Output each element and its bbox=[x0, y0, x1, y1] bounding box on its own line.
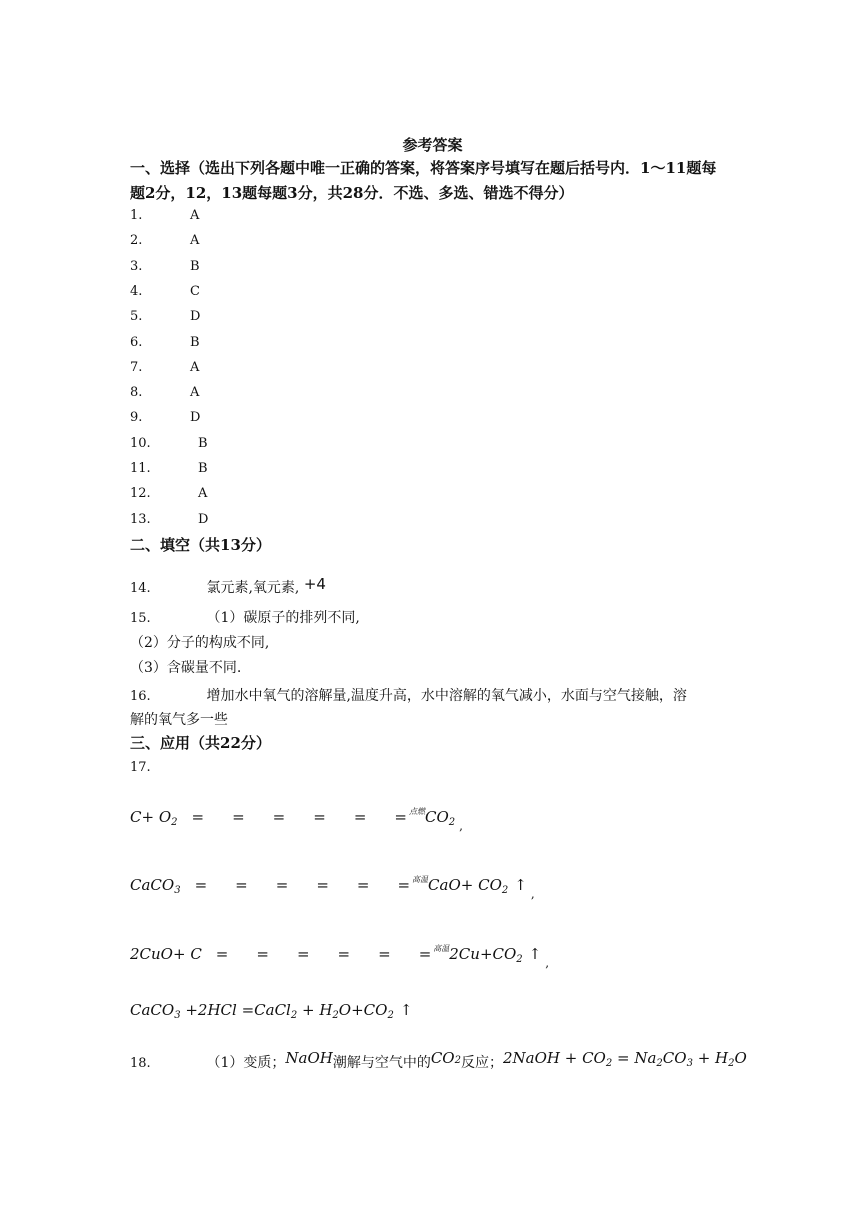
answer-value: C bbox=[190, 283, 200, 299]
eq-sign: = bbox=[353, 808, 367, 826]
answer-row bbox=[130, 383, 199, 403]
f4-part3: + H bbox=[297, 1001, 333, 1019]
q16-text1: 增加水中氧气的溶解量,温度升高，水中溶解的氧气减小，水面与空气接触，溶 bbox=[206, 688, 687, 704]
formula-limestone-decomposition bbox=[130, 874, 535, 901]
answer-value: B bbox=[198, 461, 208, 476]
answer-row bbox=[130, 231, 199, 251]
q18-eq-part1: 2NaOH + CO bbox=[502, 1049, 606, 1067]
answer-row bbox=[130, 206, 199, 226]
answer-number: 1. bbox=[130, 208, 143, 223]
answer-value: A bbox=[190, 359, 200, 375]
f4-part2: +2HCl =CaCl bbox=[180, 1001, 291, 1019]
q18-eq-part4: + H bbox=[692, 1049, 729, 1067]
q16-number: 16. bbox=[130, 689, 151, 704]
f4-sub4: 2 bbox=[387, 1010, 394, 1021]
answer-number: 2. bbox=[130, 233, 143, 249]
answer-value: A bbox=[190, 208, 200, 223]
section1-heading-line2: 题2分，12，13题每题3分，共28分．不选、多选、错选不得分） bbox=[130, 184, 574, 202]
q14-valence: +4 bbox=[303, 575, 326, 593]
eq-sign: = bbox=[296, 945, 310, 963]
answer-row bbox=[130, 307, 200, 327]
eq-sign: = bbox=[316, 876, 329, 894]
section1-heading-line1: 一、选择（选出下列各题中唯一正确的答案，将答案序号填写在题后括号内．1～11题每 bbox=[130, 159, 717, 177]
answer-row bbox=[130, 333, 200, 353]
answer-value: D bbox=[198, 511, 209, 527]
q18-part-e: 反应； bbox=[460, 1055, 503, 1071]
f3-rhs-sub: 2 bbox=[516, 954, 523, 965]
q18-eq-sub4: 2 bbox=[728, 1058, 735, 1069]
f1-rhs: CO bbox=[424, 808, 449, 826]
answer-value: B bbox=[190, 258, 200, 274]
q15-part2: （2）分子的构成不同, bbox=[130, 635, 270, 651]
eq-sign: = bbox=[418, 945, 432, 963]
f2-lhs: CaCO bbox=[130, 876, 175, 894]
eq-sign: = bbox=[275, 876, 289, 894]
eq-sign: = bbox=[313, 808, 326, 826]
eq-sign: = bbox=[356, 876, 370, 894]
answer-value: D bbox=[190, 309, 201, 325]
answer-number: 13. bbox=[130, 511, 151, 527]
eq-sign: = bbox=[337, 945, 351, 963]
answer-number: 4. bbox=[130, 283, 143, 299]
q14-text: 氯元素,氧元素, bbox=[206, 580, 300, 596]
eq-sign: = bbox=[394, 808, 407, 826]
answer-row bbox=[130, 484, 207, 504]
eq-sign: = bbox=[378, 945, 391, 963]
f3-condition: 高温 bbox=[433, 944, 450, 953]
gas-arrow-icon: ↑ bbox=[514, 876, 527, 894]
section3-heading: 三、应用（共22分） bbox=[130, 734, 271, 752]
answer-row bbox=[130, 459, 208, 479]
f4-sub1: 3 bbox=[174, 1010, 181, 1021]
eq-sign: = bbox=[191, 808, 205, 826]
eq-sign: = bbox=[397, 876, 411, 894]
page-title: 参考答案 bbox=[402, 136, 463, 154]
gas-arrow-icon: ↑ bbox=[528, 945, 542, 963]
answer-number: 8. bbox=[130, 385, 143, 401]
q18-line bbox=[130, 1046, 750, 1076]
section2-heading: 二、填空（共13分） bbox=[130, 536, 271, 554]
f4-sub3: 2 bbox=[332, 1010, 339, 1021]
f2-condition: 高温 bbox=[412, 875, 429, 884]
gas-arrow-icon: ↑ bbox=[399, 1001, 413, 1019]
f4-part1: CaCO bbox=[130, 1001, 175, 1019]
f3-tail: , bbox=[545, 956, 550, 970]
q16-line1 bbox=[130, 684, 730, 709]
f1-rhs-sub: 2 bbox=[448, 817, 456, 828]
q18-co2-sub: 2 bbox=[454, 1055, 461, 1066]
f2-tail: , bbox=[530, 887, 535, 901]
eq-sign: = bbox=[256, 945, 269, 963]
q15-part3: （3）含碳量不同. bbox=[130, 660, 242, 676]
f2-lhs-sub: 3 bbox=[174, 885, 181, 896]
q18-naoh: NaOH bbox=[285, 1049, 333, 1067]
answer-number: 3. bbox=[130, 258, 143, 274]
answer-value: A bbox=[190, 385, 200, 401]
q15-part1: （1）碳原子的排列不同, bbox=[206, 610, 360, 626]
f1-lhs-sub: 2 bbox=[171, 817, 178, 828]
f4-part4: O+CO bbox=[338, 1001, 388, 1019]
q15-line1 bbox=[130, 606, 730, 631]
eq-sign: = bbox=[194, 876, 208, 894]
q16-text2: 解的氧气多一些 bbox=[130, 712, 228, 728]
f3-rhs: 2Cu+CO bbox=[449, 945, 517, 963]
answer-row bbox=[130, 358, 199, 378]
answer-value: B bbox=[190, 334, 200, 350]
answer-row bbox=[130, 510, 208, 530]
q18-co2-text: CO bbox=[430, 1049, 455, 1067]
q18-eq-sub2: 2 bbox=[656, 1058, 663, 1069]
f2-rhs-sub: 2 bbox=[501, 885, 509, 896]
answer-value: B bbox=[198, 435, 208, 451]
q18-eq-sub3: 3 bbox=[686, 1058, 693, 1069]
f3-lhs: 2CuO+ C bbox=[130, 945, 202, 963]
q18-eq-sub1: 2 bbox=[605, 1058, 613, 1069]
q18-number: 18. bbox=[130, 1056, 151, 1071]
answer-value: A bbox=[190, 233, 200, 249]
f1-tail: , bbox=[459, 819, 463, 833]
answer-row bbox=[130, 257, 200, 277]
q15-number: 15. bbox=[130, 611, 151, 626]
f4-sub2: 2 bbox=[290, 1010, 298, 1021]
answer-number: 11. bbox=[130, 461, 151, 476]
eq-sign: = bbox=[232, 808, 245, 826]
answer-value: D bbox=[190, 410, 201, 426]
answer-row bbox=[130, 434, 208, 454]
q17-number: 17. bbox=[130, 760, 151, 775]
q18-part-a: （1）变质； bbox=[206, 1055, 286, 1071]
f1-lhs: C+ O bbox=[130, 808, 172, 826]
answer-row bbox=[130, 408, 200, 428]
q18-eq-part2: = Na bbox=[612, 1049, 657, 1067]
answer-number: 10. bbox=[130, 435, 151, 451]
q18-co2 bbox=[431, 1049, 461, 1067]
formula-carbon-combustion bbox=[130, 806, 463, 833]
q18-part-c: 潮解与空气中的 bbox=[332, 1055, 431, 1071]
answer-number: 6. bbox=[130, 334, 143, 350]
q14-number: 14. bbox=[130, 581, 151, 596]
formula-copper-reduction bbox=[130, 943, 549, 970]
q14-line bbox=[130, 572, 730, 601]
answer-number: 12. bbox=[130, 486, 151, 502]
f2-rhs: CaO+ CO bbox=[428, 876, 502, 894]
q18-eq-part5: O bbox=[734, 1049, 747, 1067]
formula-limestone-acid bbox=[130, 1001, 412, 1021]
q18-equation bbox=[503, 1049, 747, 1067]
eq-sign: = bbox=[235, 876, 248, 894]
answer-value: A bbox=[198, 486, 208, 502]
q18-eq-part3: CO bbox=[662, 1049, 687, 1067]
answer-row bbox=[130, 282, 200, 302]
eq-sign: = bbox=[215, 945, 229, 963]
f1-condition: 点燃 bbox=[408, 807, 425, 816]
section1-heading bbox=[130, 156, 740, 206]
eq-sign: = bbox=[272, 808, 286, 826]
answer-number: 5. bbox=[130, 309, 143, 325]
answer-number: 9. bbox=[130, 410, 143, 426]
answer-number: 7. bbox=[130, 359, 143, 375]
